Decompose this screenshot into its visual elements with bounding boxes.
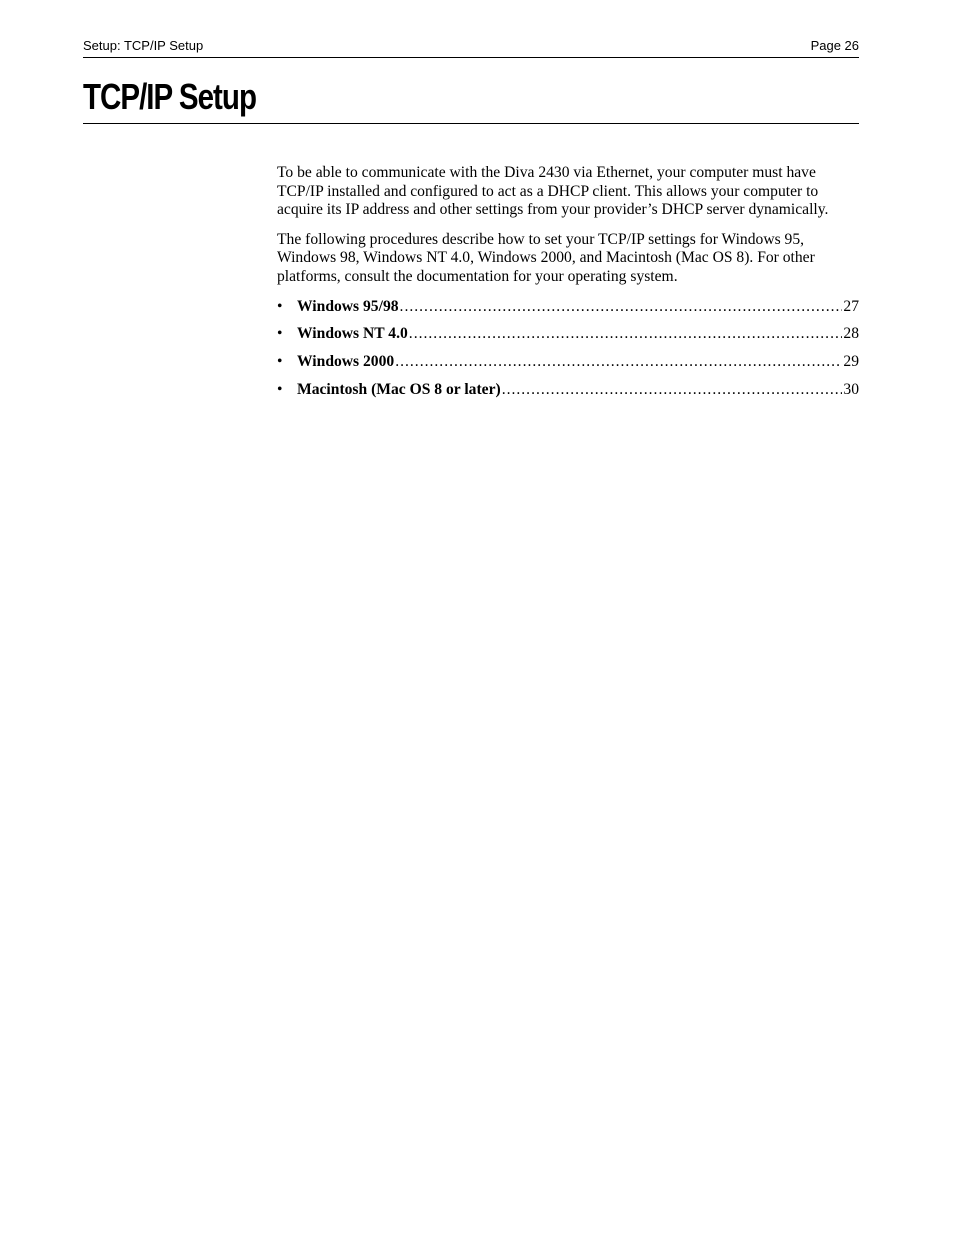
toc-entry-label: Windows NT 4.0 xyxy=(297,325,408,343)
page-title: TCP/IP Setup xyxy=(83,76,257,117)
title-block xyxy=(83,74,859,124)
toc-entry-macintosh[interactable] xyxy=(277,381,859,400)
toc-entry-page: 29 xyxy=(843,353,859,371)
dot-leader xyxy=(400,298,843,317)
toc-entry-page: 27 xyxy=(843,297,859,315)
dot-leader xyxy=(409,325,843,344)
bullet: • xyxy=(277,297,283,315)
dot-leader xyxy=(502,381,843,400)
header-section-title: Setup: TCP/IP Setup xyxy=(83,38,204,53)
bullet: • xyxy=(277,381,283,399)
body-content xyxy=(277,164,859,409)
toc-entry-label: Windows 95/98 xyxy=(297,297,399,315)
toc-entry-label: Macintosh (Mac OS 8 or later) xyxy=(297,381,501,399)
procedure-list xyxy=(277,298,859,400)
toc-entry-windows-95-98[interactable] xyxy=(277,298,859,317)
procedures-paragraph: The following procedures describe how to set your TCP/IP settings for Windows 95, Windows 98, Windows NT 4.0, Windows 2000, and Macintosh (Mac OS 8). For other platforms, consult the documentation for your operating system. xyxy=(277,230,815,285)
toc-entry-page: 30 xyxy=(843,381,859,399)
running-header xyxy=(83,37,859,58)
bullet: • xyxy=(277,353,283,371)
dot-leader xyxy=(395,353,842,372)
toc-entry-label: Windows 2000 xyxy=(297,353,395,371)
toc-entry-windows-2000[interactable] xyxy=(277,353,859,372)
intro-paragraph: To be able to communicate with the Diva 2430 via Ethernet, your computer must have TCP/IP installed and configured to act as a DHCP client. This allows your computer to acquire its IP address and other settings from your provider’s DHCP server dynamically. xyxy=(277,164,829,219)
toc-entry-page: 28 xyxy=(843,325,859,343)
bullet: • xyxy=(277,325,283,343)
toc-entry-windows-nt[interactable] xyxy=(277,325,859,344)
header-page-number: Page 26 xyxy=(810,38,859,53)
